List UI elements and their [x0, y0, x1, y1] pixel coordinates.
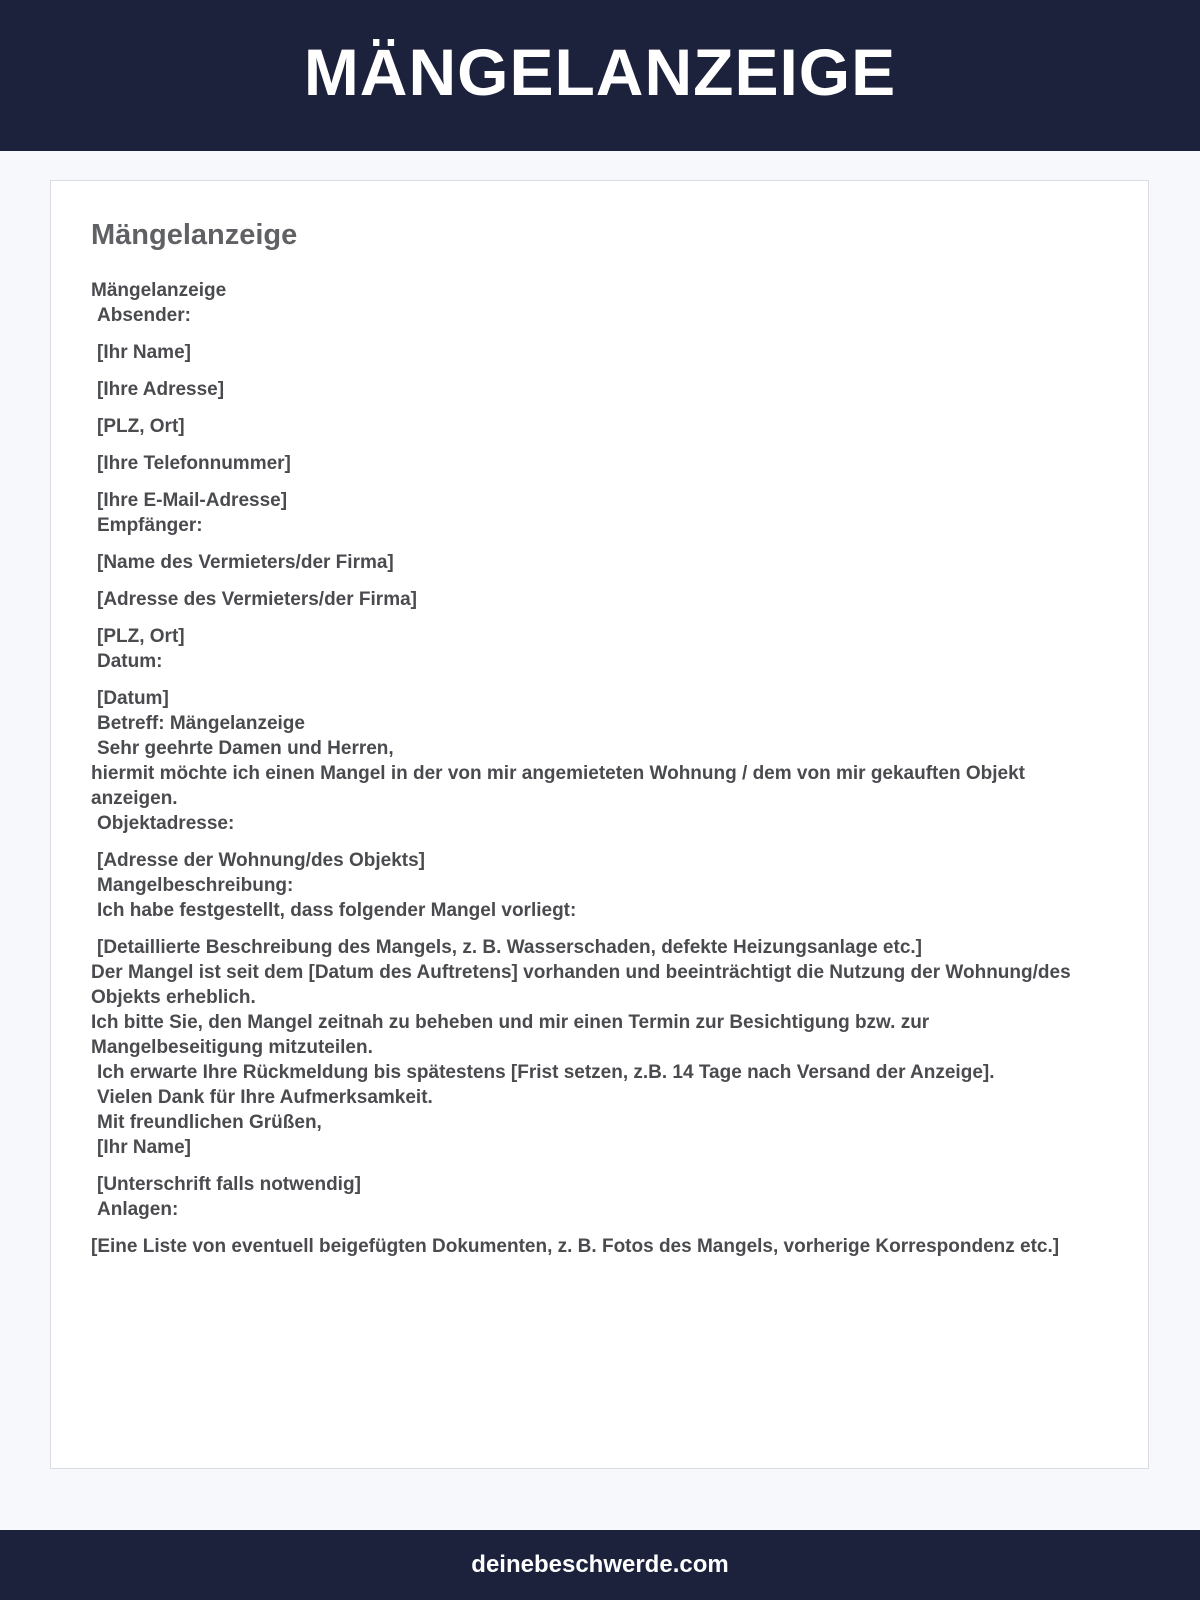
recipient-zip-city: [PLZ, Ort] [97, 626, 185, 647]
sender-address: [Ihre Adresse] [97, 379, 225, 400]
recipient-address: [Adresse des Vermieters/der Firma] [97, 589, 417, 610]
sender-zip-city: [PLZ, Ort] [97, 416, 185, 437]
document-card [50, 180, 1149, 1469]
page-footer [0, 1530, 1200, 1600]
subject-line: Betreff: Mängelanzeige [97, 713, 305, 734]
deadline-line: Ich erwarte Ihre Rückmeldung bis spätestens [Frist setzen, z.B. 14 Tage nach Versand der Anzeige]. [97, 1062, 995, 1083]
signature-name: [Ihr Name] [97, 1137, 191, 1158]
closing-line: Mit freundlichen Grüßen, [97, 1112, 322, 1133]
header-title: MÄNGELANZEIGE [303, 34, 897, 109]
attachments-label: Anlagen: [97, 1199, 179, 1220]
defect-description-label: Mangelbeschreibung: [97, 875, 294, 896]
object-address-value: [Adresse der Wohnung/des Objekts] [97, 850, 425, 871]
intro-paragraph: hiermit möchte ich einen Mangel in der von mir angemieteten Wohnung / dem von mir gekauften Objekt anzeigen. [91, 763, 1025, 809]
sender-name: [Ihr Name] [97, 342, 191, 363]
page-header [0, 0, 1200, 151]
recipient-name: [Name des Vermieters/der Firma] [97, 552, 394, 573]
sender-email: [Ihre E-Mail-Adresse] [97, 490, 288, 511]
object-address-label: Objektadresse: [97, 813, 235, 834]
letter-body [91, 278, 1091, 1259]
attachments-list: [Eine Liste von eventuell beigefügten Dokumenten, z. B. Fotos des Mangels, vorherige Korrespondenz etc.] [91, 1236, 1060, 1257]
sender-phone: [Ihre Telefonnummer] [97, 453, 291, 474]
recipient-label: Empfänger: [97, 515, 203, 536]
date-label: Datum: [97, 651, 163, 672]
thanks-line: Vielen Dank für Ihre Aufmerksamkeit. [97, 1087, 433, 1108]
date-value: [Datum] [97, 688, 169, 709]
defect-intro: Ich habe festgestellt, dass folgender Mangel vorliegt: [97, 900, 577, 921]
defect-details: [Detaillierte Beschreibung des Mangels, z. B. Wasserschaden, defekte Heizungsanlage etc.] [97, 937, 922, 958]
footer-site-name: deinebeschwerde.com [471, 1551, 729, 1578]
defect-since-paragraph: Der Mangel ist seit dem [Datum des Auftretens] vorhanden und beeinträchtigt die Nutzung der Wohnung/des Objekts erheblich. [91, 962, 1071, 1008]
signature-note: [Unterschrift falls notwendig] [97, 1174, 361, 1195]
letter-title: Mängelanzeige [91, 280, 227, 301]
sender-label: Absender: [97, 305, 191, 326]
document-heading: Mängelanzeige [91, 219, 298, 251]
salutation: Sehr geehrte Damen und Herren, [97, 738, 394, 759]
request-paragraph: Ich bitte Sie, den Mangel zeitnah zu beheben und mir einen Termin zur Besichtigung bzw. zur Mangelbeseitigung mitzuteilen. [91, 1012, 930, 1058]
